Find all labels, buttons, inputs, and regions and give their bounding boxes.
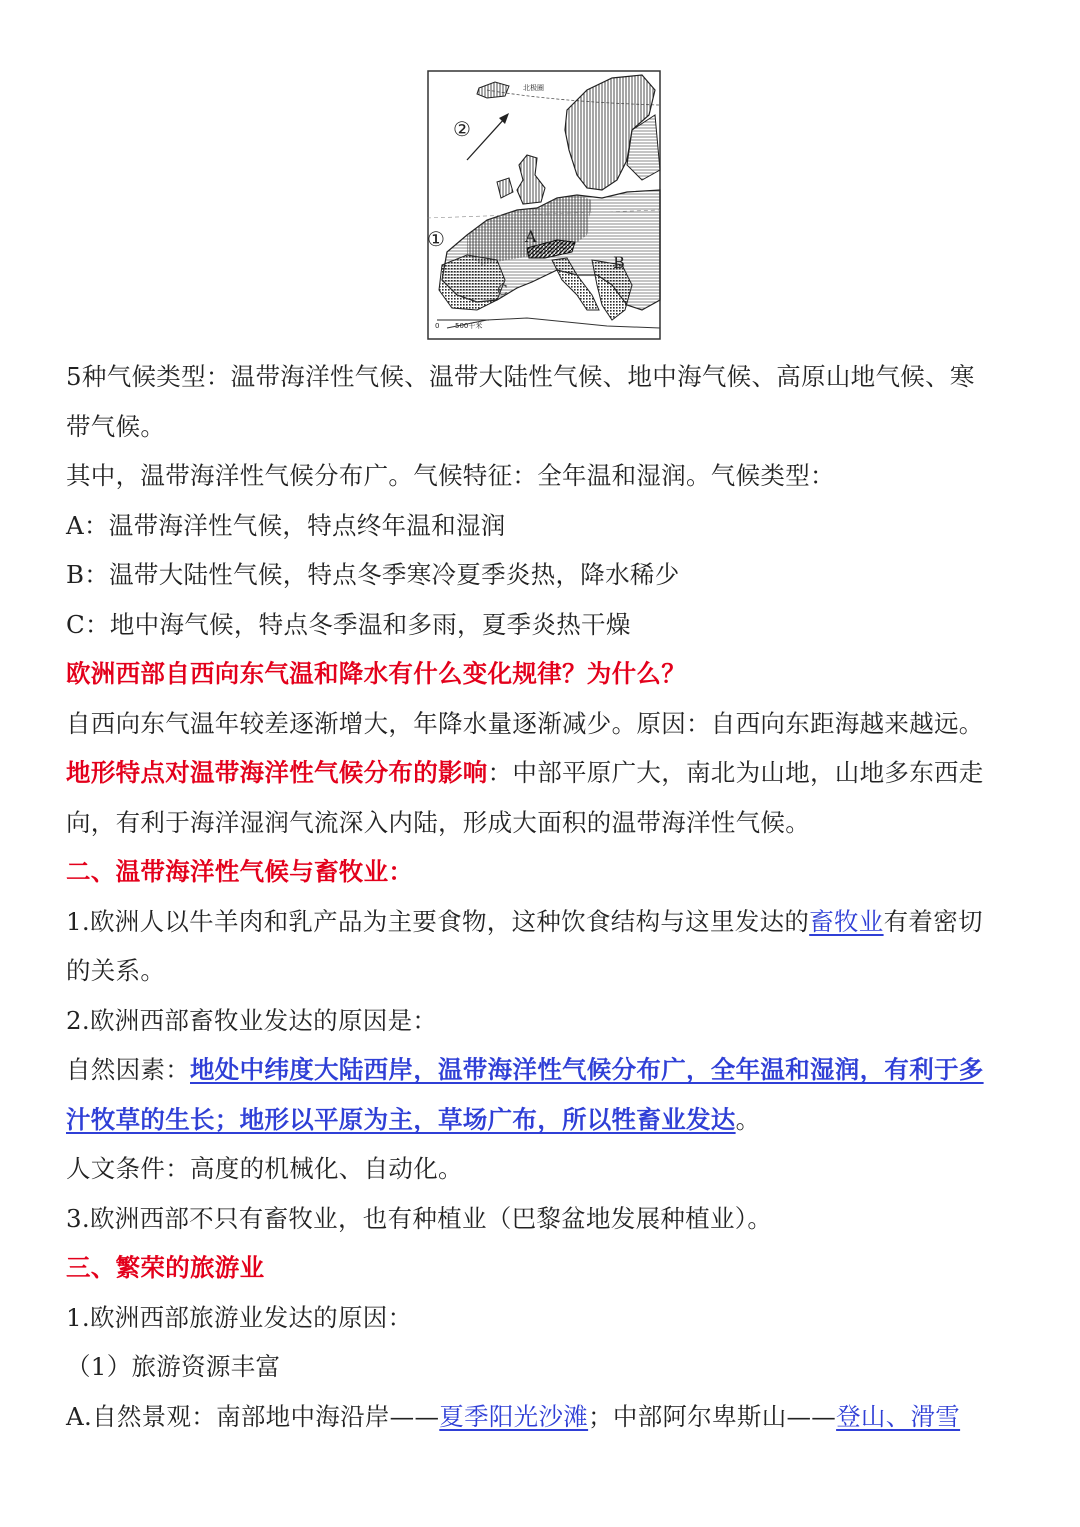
planting-line: 3.欧洲西部不只有畜牧业，也有种植业（巴黎盆地发展种植业）。 bbox=[66, 1203, 773, 1233]
section-2-heading: 二、温带海洋性气候与畜牧业： bbox=[66, 857, 414, 886]
human-factors-line: 人文条件：高度的机械化、自动化。 bbox=[66, 1154, 463, 1183]
climate-b-desc: B：温带大陆性气候，特点冬季寒冷夏季炎热，降水稀少 bbox=[66, 560, 680, 589]
diet-text: 1.欧洲人以牛羊肉和乳产品为主要食物，这种饮食结构与这里发达的 bbox=[66, 906, 810, 936]
scale-label: 500千米 bbox=[455, 322, 483, 330]
diet-line-cont: 的关系。 bbox=[66, 956, 166, 985]
diet-line bbox=[66, 897, 1016, 947]
reasons-heading: 2.欧洲西部畜牧业发达的原因是： bbox=[66, 1005, 438, 1035]
beach-link[interactable]: 夏季阳光沙滩 bbox=[439, 1401, 589, 1431]
arctic-circle-label: 北极圈 bbox=[523, 84, 544, 92]
natural-factors-end: 。 bbox=[735, 1104, 761, 1134]
marine-climate-intro: 其中，温带海洋性气候分布广。气候特征：全年温和湿润。气候类型： bbox=[66, 461, 835, 490]
section-3-heading: 三、繁荣的旅游业 bbox=[66, 1253, 265, 1282]
region-c-label: C bbox=[497, 283, 508, 299]
terrain-influence-text: ：中部平原广大，南北为山地，山地多东西走 bbox=[487, 758, 984, 787]
tourism-reasons-heading: 1.欧洲西部旅游业发达的原因： bbox=[66, 1302, 413, 1332]
terrain-influence-cont: 向，有利于海洋湿润气流深入内陆，形成大面积的温带海洋性气候。 bbox=[66, 807, 810, 837]
article-body bbox=[66, 352, 1016, 1441]
question-heading: 欧洲西部自西向东气温和降水有什么变化规律？为什么？ bbox=[66, 659, 686, 688]
natural-factors-label: 自然因素： bbox=[66, 1055, 190, 1084]
livestock-link[interactable]: 畜牧业 bbox=[809, 906, 884, 936]
region-a-label: A bbox=[525, 227, 537, 246]
natural-landscape-line bbox=[66, 1392, 1016, 1442]
climate-types-line: 5种气候类型：温带海洋性气候、温带大陆性气候、地中海气候、高原山地气候、寒 bbox=[66, 362, 975, 391]
climate-a-desc: A：温带海洋性气候，特点终年温和湿润 bbox=[66, 510, 506, 540]
scale-zero-label: 0 bbox=[435, 322, 440, 330]
natural-factors-link[interactable]: 地处中纬度大陆西岸，温带海洋性气候分布广，全年温和湿润，有利于多 bbox=[190, 1055, 984, 1084]
tourism-resources-line: （1）旅游资源丰富 bbox=[66, 1352, 281, 1381]
natural-landscape-mid: ；中部阿尔卑斯山—— bbox=[588, 1401, 837, 1431]
natural-factors-line bbox=[66, 1045, 1016, 1095]
skiing-link[interactable]: 登山、滑雪 bbox=[836, 1401, 961, 1431]
terrain-influence-line bbox=[66, 748, 1016, 798]
marker-1-label: ① bbox=[427, 227, 445, 251]
natural-factors-cont bbox=[66, 1095, 1016, 1145]
question-answer: 自西向东气温年较差逐渐增大，年降水量逐渐减少。原因：自西向东距海越来越远。 bbox=[66, 708, 984, 738]
climate-c-desc: C：地中海气候，特点冬季温和多雨，夏季炎热干燥 bbox=[66, 609, 631, 639]
climate-types-line-cont: 带气候。 bbox=[66, 411, 166, 441]
region-b-label: B bbox=[613, 253, 625, 272]
diet-text-end: 有着密切 bbox=[883, 906, 983, 936]
marker-2-label: ② bbox=[453, 117, 471, 141]
natural-factors-link-cont[interactable]: 汁牧草的生长；地形以平原为主，草场广布，所以牲畜业发达 bbox=[66, 1104, 736, 1134]
europe-climate-map bbox=[427, 70, 661, 340]
natural-landscape-text: A.自然景观：南部地中海沿岸—— bbox=[66, 1401, 440, 1431]
terrain-influence-label: 地形特点对温带海洋性气候分布的影响 bbox=[66, 758, 488, 787]
